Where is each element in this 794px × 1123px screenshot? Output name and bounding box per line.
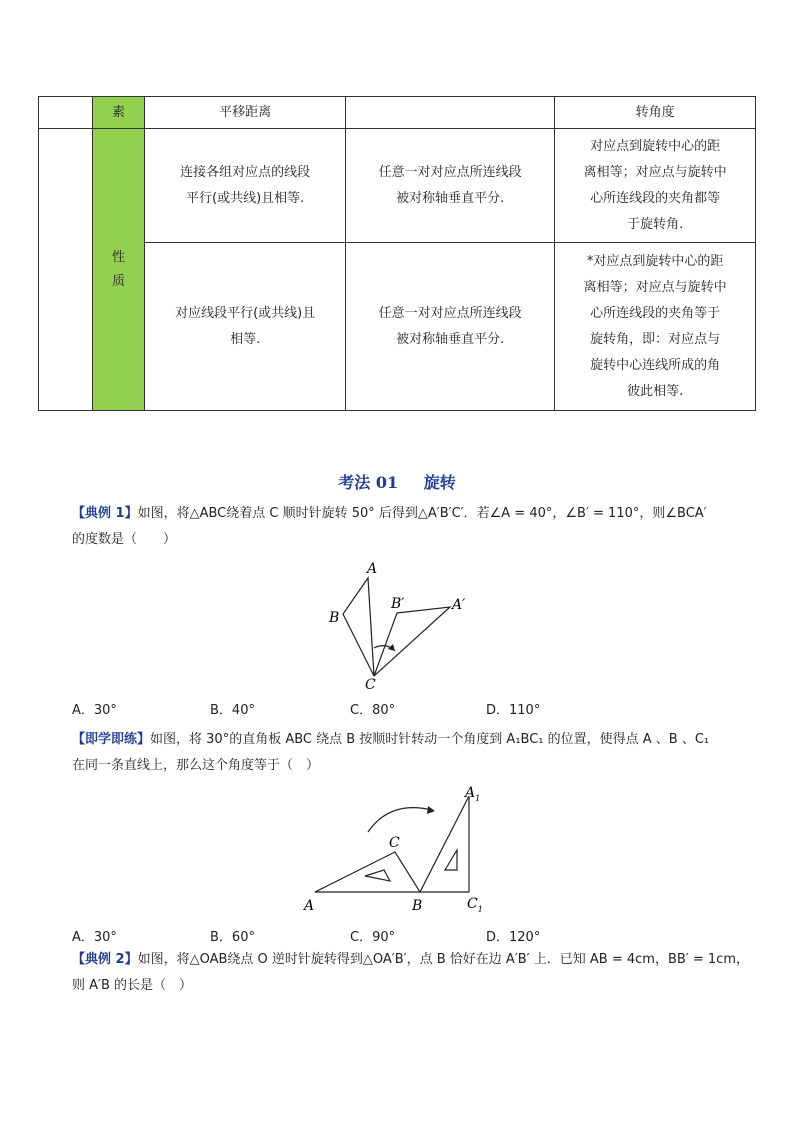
option-c[interactable]: C．90° xyxy=(350,930,396,945)
section-number: 考法 01 xyxy=(338,473,399,492)
table-cell xyxy=(39,129,93,411)
cell-line: 彼此相等. xyxy=(627,383,684,399)
table-row xyxy=(39,129,756,243)
label-a-prime: A′ xyxy=(452,597,466,613)
option-a[interactable]: A．30° xyxy=(72,930,117,945)
question-text: 如图，将 30°的直角板 ABC 绕点 B 按顺时针转动一个角度到 A₁BC₁ 的位置，使得点 A 、B 、C₁ xyxy=(150,732,710,747)
cell-line: 于旋转角. xyxy=(627,216,684,232)
label-b: B xyxy=(329,610,340,626)
table-header-cell: 转角度 xyxy=(555,97,756,129)
triangle-abc xyxy=(315,852,420,892)
question-tag: 【典例 2】 xyxy=(72,952,138,967)
option-c[interactable]: C．80° xyxy=(350,703,396,718)
cell-line: 旋转中心连线所成的角 xyxy=(590,357,721,373)
properties-table xyxy=(38,96,756,411)
inner-triangle xyxy=(445,850,457,870)
section-title xyxy=(0,470,794,493)
cell-line: 心所连线段的夹角等于 xyxy=(590,305,721,321)
table-header-cell xyxy=(345,97,554,129)
label-b: B xyxy=(412,898,423,914)
label-c: C xyxy=(365,677,376,692)
cell-line: 旋转角，即：对应点与 xyxy=(590,331,721,347)
arrow-head-icon xyxy=(388,644,395,651)
label-c1: $C_1$ xyxy=(467,896,483,914)
table-header-row xyxy=(39,97,756,129)
question-text: 则 A′B 的长是（ ） xyxy=(72,978,193,993)
table-header-cell: 平移距离 xyxy=(145,97,346,129)
rotation-cell xyxy=(555,129,756,243)
triangle-a1bc1 xyxy=(420,796,469,892)
property-label: 质 xyxy=(112,273,126,289)
question-text: 如图，将△OAB绕点 O 逆时针旋转得到△OA′B′，点 B 恰好在边 A′B′ 上．已知 AB = 4cm，BB′ = 1cm， xyxy=(137,952,749,967)
rotation-cell xyxy=(555,243,756,411)
cell-line: 任意一对对应点所连线段 xyxy=(378,164,522,180)
table-cell xyxy=(39,97,93,129)
question-1 xyxy=(72,501,752,553)
section-name: 旋转 xyxy=(423,473,456,492)
triangle-abc xyxy=(343,578,374,676)
translation-cell xyxy=(145,129,346,243)
question-3 xyxy=(72,947,752,999)
table-row xyxy=(39,243,756,411)
label-a: A xyxy=(304,898,315,914)
question-text: 在同一条直线上，那么这个角度等于（ ） xyxy=(72,758,320,773)
cell-line: 连接各组对应点的线段 xyxy=(180,164,311,180)
option-d[interactable]: D．110° xyxy=(486,703,541,718)
cell-line: 心所连线段的夹角都等 xyxy=(590,190,721,206)
label-c: C xyxy=(389,835,400,851)
reflection-cell xyxy=(345,243,554,411)
cell-line: 平行(或共线)且相等. xyxy=(186,190,305,206)
cell-line: 对应点到旋转中心的距 xyxy=(590,138,721,154)
option-d[interactable]: D．120° xyxy=(486,930,541,945)
cell-line: 被对称轴垂直平分. xyxy=(396,331,505,347)
option-b[interactable]: B．40° xyxy=(210,703,255,718)
question-tag: 【即学即练】 xyxy=(72,732,151,747)
property-label: 性 xyxy=(112,249,126,265)
label-a1: $A_1$ xyxy=(465,785,481,803)
question-tag: 【典例 1】 xyxy=(72,506,138,521)
label-a: A xyxy=(367,561,378,577)
cell-line: 被对称轴垂直平分. xyxy=(396,190,505,206)
translation-cell xyxy=(145,243,346,411)
rotation-arc xyxy=(368,808,432,832)
property-label-cell xyxy=(92,129,145,411)
option-b[interactable]: B．60° xyxy=(210,930,255,945)
reflection-cell xyxy=(345,129,554,243)
cell-line: 对应线段平行(或共线)且 xyxy=(175,305,316,321)
inner-triangle xyxy=(365,870,390,881)
figure-rotated-triangles xyxy=(315,556,485,692)
question-text: 的度数是（ ） xyxy=(72,532,177,547)
cell-line: 相等. xyxy=(230,331,261,347)
cell-line: 离相等；对应点与旋转中 xyxy=(583,164,727,180)
table-header-cell: 素 xyxy=(92,97,145,129)
option-a[interactable]: A．30° xyxy=(72,703,117,718)
cell-line: 离相等；对应点与旋转中 xyxy=(583,279,727,295)
question-text: 如图，将△ABC绕着点 C 顺时针旋转 50° 后得到△A′B′C′．若∠A = 40°，∠B′ = 110°，则∠BCA′ xyxy=(137,506,707,521)
figure-set-square xyxy=(300,780,500,916)
cell-line: 任意一对对应点所连线段 xyxy=(378,305,522,321)
question-2 xyxy=(72,727,752,779)
arrow-head-icon xyxy=(427,806,435,814)
triangle-a1b1c xyxy=(374,607,450,676)
cell-line: *对应点到旋转中心的距 xyxy=(586,253,724,269)
label-b-prime: B′ xyxy=(391,596,405,612)
